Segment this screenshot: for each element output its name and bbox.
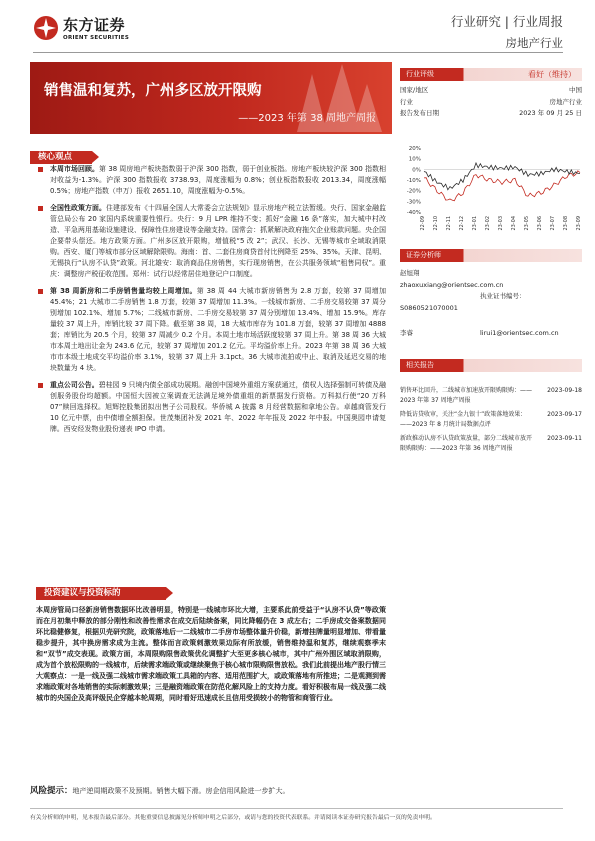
x-tick-label: 23-02: [485, 216, 491, 231]
related-report-item[interactable]: 销售环比回升，二线城市加速放开限购限购：——2023 年第 37 周地产周报 2023-09-18: [400, 387, 582, 404]
risk-label: 风险提示：: [30, 786, 73, 796]
footer-disclaimer: 有关分析师的申明，见本报告最后部分。其他重要信息披露见分析师申明之后部分，或请与您的投资代表联系。并请阅读本证券研究报告最后一页的免责申明。: [30, 815, 436, 821]
analyst-name: 赵旭翔: [400, 269, 420, 277]
related-header: 相关报告: [400, 359, 582, 372]
rating-label: 行业评级: [406, 70, 434, 78]
x-tick-label: 22-12: [459, 216, 465, 231]
x-tick-label: 23-08: [563, 216, 569, 231]
rating-row: 行业 房地产行业: [400, 97, 582, 106]
related-report-item[interactable]: 降低访贷收审，关注“金九银十”政策落地效果：——2023 年 8 月统计局数据点评 2023-09-17: [400, 411, 582, 428]
investment-text: 本周房管局口径新房销售数据环比改善明显，特别是一线城市环比大增，主要系此前受益于“认房不认贷”等政策而在月初集中释放的部分刚性和改善性需求在成交后陆续备案，同比降幅仍在 3 成左右；二手房成交备案数据同环比稳健修复，根据贝壳研究院，政策落地后一二线城市二手房市场整体量升价稳，新增挂牌量明显增加、带看量稳步提升，其中换房需求成为主流。整体而言政策刺激效果边际有所放缓，销售维持温和复苏，继续观察季末和“双节”成交表现。政策方面，本周限购限售政策优化调整扩大至更多核心城市，其中广州外围区域取消限购，成为首个放松限购的一线城市，后续需求端政策或继续聚焦于核心城市限购限售放松。我们此前提出地产股行情三大观察点：一是一线及强二线城市需求端政策工具箱的内容、适用范围扩大，或政策落地有所推进；二是观测到需求端政策对各地销售的实际刺激效果；三是融资端政策在防范化解风险上的支持力度。看好积极布局一线及强二线城市的央国企及高评级民企穿越本轮周期，同时看好迅速成长且信用受损较小的物管和商管行业。: [36, 606, 386, 702]
y-tick-label: -40%: [406, 210, 421, 216]
x-tick-label: 23-04: [511, 216, 517, 231]
analyst-entry: [400, 328, 582, 340]
point-sales: 第 38 周新房和二手房销售量均较上周增加。第 38 周 44 大城市新房销售为 2.8 万套，较第 37 周增加 45.4%；21 大城市二手房销售 1.8 万套，较第 37 周增加 11.3%。一线城市新房、二手房交易较第 37 周分别增加 102.1%、增加 5.7%；二线城市新房、二手房交易较第 37 周分别增加 13.4%、增加 15.9%。库存量较 37 周上升，库销比较 37 周下降。截至第 38 周，18 大城市库存为 101.8 万套，较第 37 周增加 4888 套；库销比为 20.5 个月，较第 37 周减少 0.2 个月。本周土地市场活跃度较第 37 周上升。第 38 周 36 大城市本周土地出让金为 243.6 亿元，较第 37 周增加 201.2 亿元。平均溢价率上升。2023 年第 38 周 36 大城市市本级土地成交平均溢价率 3.1%，较第 37 周上升 3.1pct。36 大城市流拍或中止、取消及延迟交易的地块数量为 4 块。: [36, 286, 386, 374]
investment-header: 投资建议与投资标的: [36, 587, 166, 600]
rating-value: 看好（维持）: [528, 70, 576, 79]
rating-header: [400, 68, 582, 81]
y-tick-label: 20%: [408, 146, 421, 152]
y-tick-label: -30%: [406, 199, 421, 206]
footer-divider: [30, 808, 563, 809]
title-banner: [30, 62, 392, 134]
y-tick-label: -10%: [406, 178, 421, 184]
x-tick-label: 22-10: [433, 216, 439, 231]
x-tick-label: 23-07: [550, 216, 556, 231]
series-line-0: [424, 171, 580, 201]
x-tick-label: 23-03: [498, 216, 504, 231]
x-tick-label: 22-09: [420, 216, 426, 231]
x-tick-label: 23-06: [537, 216, 543, 231]
x-tick-label: 23-09: [576, 216, 582, 231]
analysts-header: 证券分析师: [400, 249, 582, 262]
point-market-review: 本周市场回顾。第 38 周房地产板块指数弱于沪深 300 指数，弱于创业板指。房地产板块较沪深 300 指数相对收益为-1.3%。沪深 300 指数报收 3738.93，周度涨幅为 0.8%；创业板指数报收 2013.34，周度涨幅 0.5%；房地产指数（申万）报收 2651.10，周度涨幅为-0.5%。: [36, 164, 386, 197]
point-company-news: 重点公司公告。碧桂园 9 只境内债全部成功展期。融创中国境外重组方案获通过，债权人选择强制可转债及融创服务股份均超额。中国恒大因被立案调查无法满足境外债重组的新票据发行资格。万科拟行使“20 万科 07”赎回选择权。旭辉控股集团拟出售子公司股权。华侨城 A 披露 8 月经营数据和拿地公告。卓越商管发行 10 亿元中票，由中债增全额担保。世茂集团补发 2021 年、2022 年年报及 2022 年中报。中国奥园申请复牌。西安经发物业股份递表 IPO 申请。: [36, 380, 386, 435]
analyst-entry: [400, 268, 582, 291]
report-title: 销售温和复苏，广州多区放开限购: [44, 83, 262, 99]
related-reports-panel: [400, 359, 582, 458]
relative-performance-chart: [400, 142, 582, 237]
analyst-email[interactable]: lirui1@orientsec.com.cn: [480, 329, 559, 337]
risk-text: 地产逆周期政策不及预期。销售大幅下滑。房企信用风险进一步扩大。: [72, 787, 290, 795]
rating-row: 报告发布日期 2023 年 09 月 25 日: [400, 109, 582, 117]
x-tick-label: 22-11: [446, 216, 452, 231]
analyst-cert: 执业证书编号：S0860521070001: [400, 292, 526, 312]
report-subtitle: ——2023 年第 38 周地产周报: [238, 113, 376, 124]
related-report-item[interactable]: 新政推动认房不认贷政策放量，部分二线城市放开限购限购：——2023 年第 36 周地产周报 2023-09-11: [400, 435, 582, 452]
rating-row: 国家/地区 中国: [400, 86, 582, 94]
report-category: 行业研究 | 行业周报: [450, 14, 563, 29]
x-tick-label: 23-01: [472, 216, 478, 231]
logo-mark-icon: [33, 15, 59, 41]
rating-panel: [400, 68, 582, 120]
index-chart: [400, 142, 582, 237]
logo-en: ORIENT SECURITIES: [63, 35, 130, 41]
report-industry: 房地产行业: [505, 36, 563, 50]
analyst-email[interactable]: zhaoxuxiang@orientsec.com.cn: [400, 280, 504, 289]
point-policy: 全国性政策方面。住建部发布《十四届全国人大常委会立法规划》显示房地产税立法暂缓。央行、国家金融监管总局公布 20 家国内系统重要性银行。央行：9 月 LPR 维持不变；抓好“金融 16 条”落实，加大城中村改造、平急两用基础设施建设、保障性住房建设等金融支持。国常会：抓紧解决政府拖欠企业账款问题。央企国企要带头偿还。地方政策方面。广州多区放开限购，增值税“5 改 2”；武汉、长沙、无锡等城市全域取消限购。西安、厦门等城市部分区域解除限购。海南：首、二套住房商贷首付比例降至 25%、35%。天津、昆明、无锡执行“认房不认贷”政策。河北雄安：取消商品住房销售，实行现房销售，在公共服务领域“租售同权”。重庆：调整房产税征收范围。郑州：试行以经常居住地登记户口制度。: [36, 203, 386, 280]
logo-cn: 东方证券: [63, 16, 126, 34]
analyst-name: 李睿: [400, 329, 413, 337]
company-logo: [33, 14, 129, 41]
core-views-header: 核心观点: [30, 151, 92, 164]
series-line-1: [424, 163, 580, 190]
x-tick-label: 23-05: [524, 216, 530, 231]
y-tick-label: -20%: [406, 188, 421, 195]
analysts-panel: [400, 249, 582, 340]
risk-warning: [30, 784, 390, 796]
core-points: [36, 164, 386, 441]
header-divider: [33, 52, 563, 53]
y-tick-label: 0%: [412, 167, 421, 174]
y-tick-label: 10%: [408, 156, 421, 163]
